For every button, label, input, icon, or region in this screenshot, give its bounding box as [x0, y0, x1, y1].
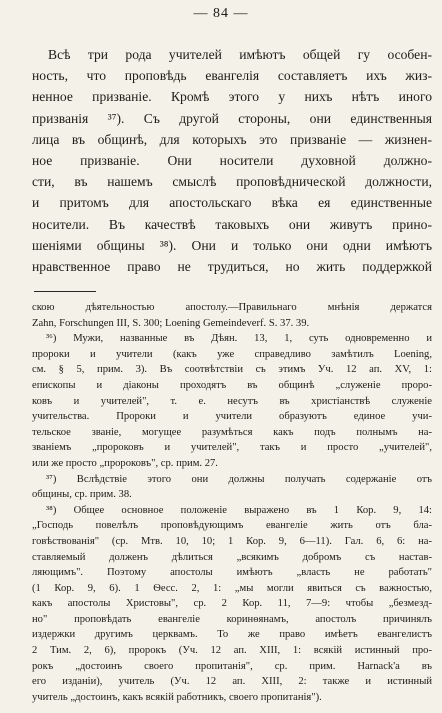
footnote-line: учитель „достоинъ, какъ всякій работникъ, своего пропитанія").: [32, 691, 322, 703]
footnote-line: но" проповѣдать евангеліе коринѳянамъ, апостолъ причинялъ: [32, 613, 432, 625]
footnote-line: его изданіи), учитель (Уч. 12 ап. XIII, 2: также и истинный: [32, 676, 432, 688]
footnote-line: скою дѣятельностью апостолу.—Правильнаго мнѣнія держатся: [32, 302, 432, 313]
footnote-line: пророки и учители (какъ уже справедливо замѣтилъ Loening,: [32, 348, 432, 360]
footnote-line: рокъ „достоинъ своего пропитанія", ср. прим. Harnack'a въ: [32, 660, 432, 672]
footnote-line: какъ апостолы Христовы", ср. 2 Кор. 11, 7—9: чтобы „безмезд-: [32, 598, 432, 610]
footnote-line: учительства. Пророки и учители образуютъ единое учи-: [32, 411, 432, 423]
footnotes: [32, 300, 432, 705]
main-text-line: лица въ общинѣ, для которыхъ это призваніе — жизнен-: [32, 131, 432, 147]
footnote-line: „Господь повелѣлъ проповѣдующимъ евангеліе жить отъ бла-: [32, 520, 432, 532]
main-text-line: Всѣ три рода учителей имѣютъ общей гу особен-: [48, 47, 432, 62]
footnote-line: Zahn, Forschungen III, S. 300; Loening Gemeindeverf. S. 37. 39.: [32, 317, 310, 329]
footnote-line: (1 Кор. 9, 6). 1 Ѳесс. 2, 1: „мы могли явиться съ важностью,: [32, 582, 432, 594]
main-text-line: призванія ³⁷). Съ другой стороны, они единственныя: [32, 110, 432, 126]
main-text-line: ненное призваніе. Кромѣ этого у нихъ нѣтъ иного: [32, 89, 432, 105]
main-text-line: ность, что проповѣдь евангелія составляетъ ихъ жиз-: [32, 68, 432, 84]
footnote-line: ковъ и учителей", т. е. несутъ въ христіанствѣ служеніе: [32, 395, 432, 407]
footnote-line: общины, ср. прим. 38.: [32, 489, 132, 501]
main-text-line: нравственное право не трудиться, но жить поддержкой: [32, 259, 432, 275]
page-number: — 84 —: [193, 6, 249, 21]
footnote-line: ляющимъ". Поэтому апостолы имѣютъ „власть не работать": [32, 567, 432, 579]
footnote-line: ³⁶) Мужи, названные въ Дѣян. 13, 1, суть одновременно и: [46, 333, 432, 345]
footnote-line: званіемъ „пророковъ и учителей", такъ и просто „учителей",: [32, 442, 432, 454]
main-text-line: сти, въ нашемъ смыслѣ проповѣднической должности,: [32, 174, 432, 190]
main-text-line: и притомъ для апостольскаго вѣка ея единственные: [32, 195, 432, 211]
footnote-line: см. § 5, прим. 3). Въ соотвѣтствіи съ этимъ Уч. 12 ап. XV, 1:: [32, 364, 432, 376]
footnote-line: тельское званіе, могущее разумѣться какъ подъ полнымъ на-: [32, 426, 432, 438]
main-text-line: шеніями общины ³⁸). Они и только они одни имѣютъ: [32, 237, 432, 253]
footnote-line: ³⁷) Вслѣдствіе этого они должны получать содержаніе отъ: [46, 473, 432, 485]
main-text-line: носители. Въ качествѣ таковыхъ они живутъ прино-: [32, 216, 432, 232]
footnote-line: или же просто „пророковъ", ср. прим. 27.: [32, 457, 218, 469]
footnote-line: епископы и діаконы проходятъ въ общинѣ „служеніе проро-: [32, 379, 432, 391]
footnote-line: ³⁸) Общее основное положеніе выражено въ 1 Кор. 9, 14:: [46, 504, 432, 516]
main-text: [32, 44, 432, 277]
footnote-line: 2 Тим. 2, 6), пророкъ (Уч. 12 ап. XIII, 1: всякій истинный про-: [32, 645, 432, 657]
footnote-line: издержки другимъ церквамъ. То же право имѣетъ евангелистъ: [32, 629, 432, 641]
footnote-line: говѣствованія" (ср. Мтв. 10, 10; 1 Кор. 9, 6—11). Гал. 6, 6: на-: [32, 535, 432, 547]
footnote-line: ставляемый долженъ дѣлиться „всякимъ добромъ съ настав-: [32, 551, 432, 563]
main-text-line: ное призваніе. Они носители духовной должно-: [32, 153, 432, 169]
footnote-divider: [34, 291, 96, 292]
